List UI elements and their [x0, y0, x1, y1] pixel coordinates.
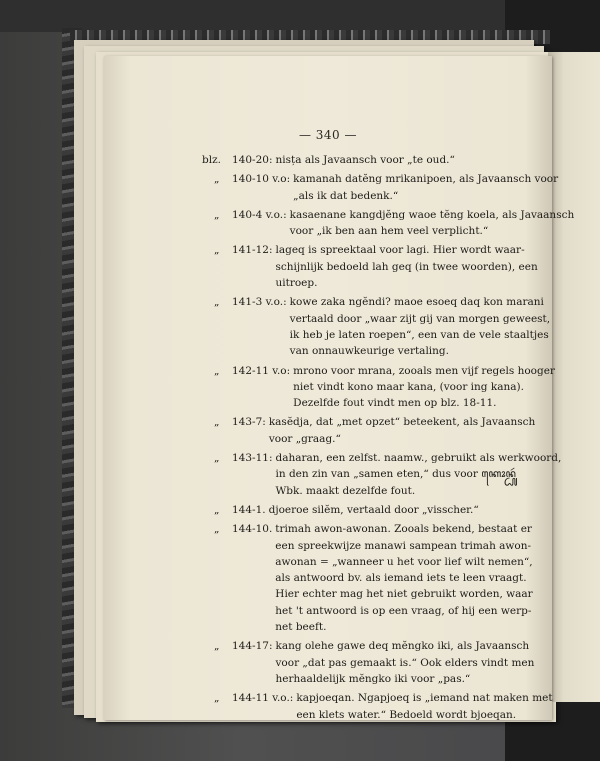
entry-mark: „ [214, 503, 220, 516]
entry-reference: 140-20: [232, 154, 273, 166]
errata-entry [202, 638, 600, 687]
entry-line: Wbk. maakt dezelfde fout. [275, 484, 416, 497]
entry-reference: 142-11 v.o: [232, 364, 291, 377]
entry-mark: „ [214, 692, 220, 705]
entry-line: voor „graag.“ [268, 432, 341, 445]
entry-line: trimah awon-awonan. Zooals bekend, bestaat er [275, 523, 532, 536]
entry-line: een spreekwijze manawi sampean trimah awon- [275, 539, 532, 552]
entry-mark: blz. [202, 154, 221, 166]
entry-text [266, 502, 600, 518]
errata-list [202, 152, 600, 726]
entry-text [293, 690, 600, 723]
errata-entry [202, 690, 600, 723]
entry-line: mrono voor mrana, zooals men vijf regels hooger [293, 364, 555, 377]
entry-reference: 140-10 v.o: [232, 173, 291, 186]
entry-text [290, 171, 600, 204]
entry-mark: „ [214, 173, 220, 186]
entry-mark: „ [214, 244, 220, 257]
entry-reference: 143-11: [232, 452, 273, 465]
entry-mark: „ [214, 523, 220, 536]
entry-line: „als ik dat bedenk.“ [293, 189, 399, 202]
page-number: — 340 — [298, 128, 358, 142]
entry-line: als antwoord bv. als iemand iets te leen vraagt. [275, 572, 527, 585]
entry-text [287, 294, 600, 359]
errata-entry [202, 171, 600, 204]
errata-entry [202, 502, 600, 518]
entry-line: een klets water.“ Bedoeld wordt bjoeqan. [296, 708, 517, 721]
entry-reference: 140-4 v.o.: [232, 208, 287, 221]
entry-reference: 141-12: [232, 244, 273, 257]
errata-entry [202, 450, 600, 499]
entry-reference: 143-7: [232, 416, 266, 429]
entry-line: herhaaldelijk mĕngko iki voor „pas.“ [275, 672, 471, 685]
entry-line: kasĕdja, dat „met opzet“ beteekent, als Javaansch [268, 416, 536, 429]
entry-line: kamanah datĕng mrikanipoen, als Javaansch voor [293, 173, 559, 186]
entry-reference: 141-3 v.o.: [232, 296, 287, 309]
entry-line: djoeroe silĕm, vertaald door „visscher.“ [268, 503, 479, 516]
entry-line: Hier echter mag het niet gebruikt worden, waar [275, 588, 533, 601]
entry-mark: „ [214, 640, 220, 653]
entry-line: voor „dat pas gemaakt is.“ Ook elders vindt men [275, 656, 535, 669]
entry-line: awonan = „wanneer u het voor lief wilt nemen“, [275, 555, 533, 568]
entry-line: het 't antwoord is op een vraag, of hij een werp- [275, 604, 532, 617]
entry-text [272, 521, 600, 635]
entry-line: niet vindt kono maar kana, (voor ing kana). [293, 380, 524, 393]
errata-entry [202, 242, 600, 291]
entry-reference: 144-17: [232, 640, 273, 653]
errata-entry [202, 152, 600, 168]
errata-entry [202, 207, 600, 240]
entry-line: lageq is spreektaal voor lagi. Hier wordt waar- [275, 244, 525, 257]
entry-line: daharan, een zelfst. naamw., gebruikt als werkwoord, [275, 452, 562, 465]
entry-text [290, 363, 600, 412]
book-page [104, 56, 575, 721]
errata-entry [202, 414, 600, 447]
entry-text [287, 207, 600, 240]
errata-entry [202, 363, 600, 412]
entry-reference: 144-1. [232, 503, 266, 516]
entry-line: Dezelfde fout vindt men op blz. 18-11. [293, 397, 497, 410]
entry-mark: „ [214, 452, 220, 465]
entry-line: vertaald door „waar zijt gij van morgen geweest, [289, 312, 551, 325]
entry-line: nisța als Javaansch voor „te oud.“ [275, 154, 455, 166]
entry-text [273, 450, 600, 499]
entry-text [266, 414, 600, 447]
entry-mark: „ [214, 416, 220, 429]
entry-text [273, 638, 600, 687]
entry-line: kapjoeqan. Ngapjoeq is „iemand nat maken met [296, 692, 553, 705]
entry-line: kowe zaka ngĕndi? maoe esoeq daq kon marani [289, 296, 544, 309]
entry-line: net beeft. [275, 621, 327, 634]
entry-text [273, 242, 600, 291]
entry-mark: „ [214, 208, 220, 221]
errata-entry [202, 294, 600, 359]
entry-text [273, 152, 600, 168]
entry-reference: 144-11 v.o.: [232, 692, 294, 705]
entry-line: uitroep. [275, 277, 318, 290]
entry-line: schijnlijk bedoeld lah geq (in twee woorden), een [275, 260, 538, 273]
errata-entry [202, 521, 600, 635]
entry-line: van onnauwkeurige vertaling. [289, 345, 449, 358]
entry-line: kasaenane kangdjĕng waoe tĕng koela, als Javaansch [289, 208, 575, 221]
entry-line: voor „ik ben aan hem veel verplicht.“ [289, 225, 489, 238]
entry-mark: „ [214, 296, 220, 309]
entry-line: in den zin van „samen eten,“ dus voor ꦏꦺꦴꦤ꧀ꦝꦸꦂ [275, 468, 516, 481]
entry-line: ik heb je laten roepen“, een van de vele staaltjes [289, 328, 549, 341]
entry-reference: 144-10. [232, 523, 273, 536]
entry-line: kang olehe gawe deq mĕngko iki, als Javaansch [275, 640, 530, 653]
entry-mark: „ [214, 364, 220, 377]
